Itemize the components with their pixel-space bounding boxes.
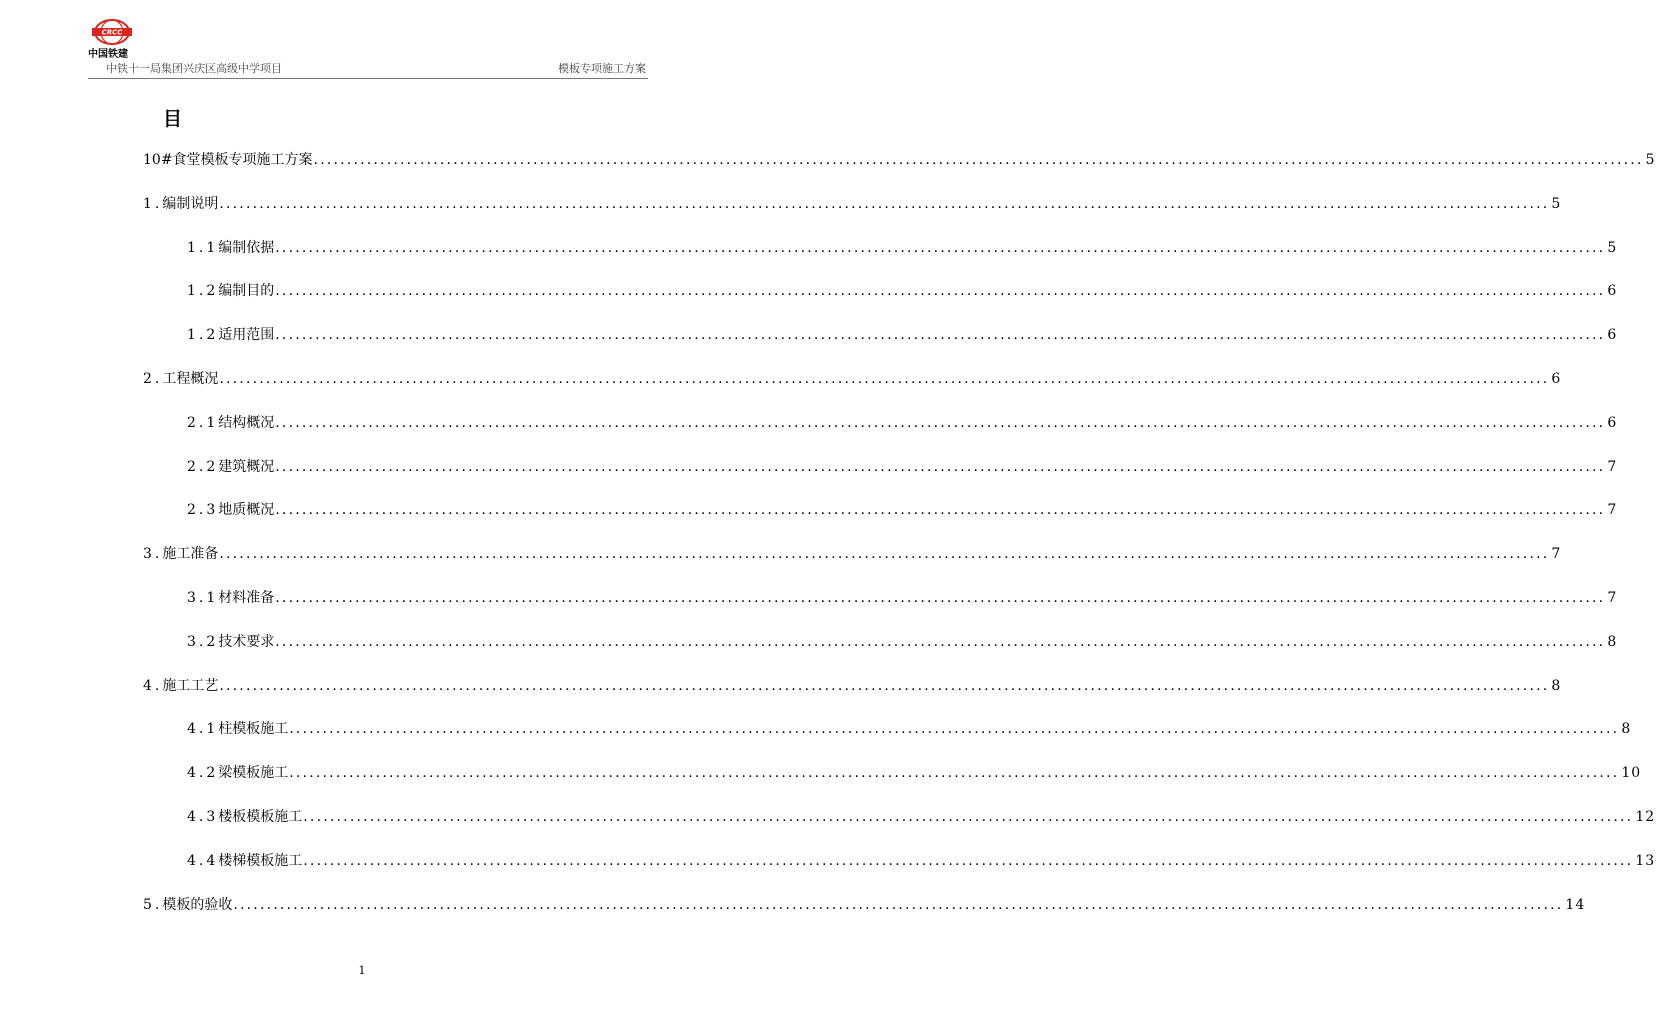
toc-entry-page: 5	[1551, 195, 1562, 212]
toc-entry-number: 4.2	[187, 765, 219, 782]
toc-entry-title: 技术要求	[218, 633, 275, 650]
toc-entry-title: 结构概况	[218, 414, 275, 431]
toc-entry-title: 地质概况	[218, 502, 275, 519]
toc-entry[interactable]	[143, 151, 1656, 169]
toc-leader-dots: ........................................................................................................................................................................................................	[289, 721, 1620, 738]
toc-entry[interactable]	[187, 501, 1618, 519]
toc-entry-title: 柱模板施工	[218, 721, 289, 738]
toc-entry-page: 13	[1635, 852, 1656, 869]
toc-entry-number: 2.3	[187, 502, 219, 519]
toc-entry-page: 5	[1607, 239, 1618, 256]
toc-entry-title: 梁模板施工	[218, 765, 289, 782]
toc-entry-title: 10#食堂模板专项施工方案	[143, 152, 313, 168]
page-number: 1	[358, 964, 366, 977]
toc-entry-number: 1.2	[187, 283, 219, 300]
toc-entry[interactable]	[143, 370, 1562, 388]
svg-text:CRCC: CRCC	[101, 28, 123, 37]
toc-leader-dots: ........................................................................................................................................................................................................	[275, 458, 1606, 475]
toc-entry-title: 建筑概况	[218, 458, 275, 475]
toc-entry[interactable]	[187, 764, 1642, 782]
toc-entry-title: 施工准备	[162, 546, 219, 563]
toc-entry-number: 2.2	[187, 458, 219, 475]
toc-entry[interactable]	[187, 633, 1618, 651]
toc-leader-dots: ........................................................................................................................................................................................................	[275, 327, 1606, 344]
toc-entry[interactable]	[187, 852, 1656, 870]
toc-entry-number: 2.	[143, 371, 163, 387]
toc-entry-page: 7	[1607, 458, 1618, 475]
toc-entry[interactable]	[187, 720, 1632, 738]
header-document-title: 模板专项施工方案	[558, 62, 646, 75]
toc-entry-number: 3.1	[187, 590, 219, 606]
toc-entry-page: 8	[1621, 721, 1632, 738]
toc-leader-dots: ........................................................................................................................................................................................................	[275, 239, 1606, 256]
toc-leader-dots: ........................................................................................................................................................................................................	[219, 371, 1550, 387]
toc-leader-dots: ........................................................................................................................................................................................................	[219, 677, 1550, 694]
toc-entry-page: 7	[1607, 502, 1618, 519]
toc-entry[interactable]	[187, 589, 1618, 607]
toc-entry-page: 8	[1607, 633, 1618, 650]
toc-leader-dots: ........................................................................................................................................................................................................	[303, 809, 1634, 825]
toc-entry[interactable]	[187, 282, 1618, 300]
logo-text: 中国铁建	[88, 49, 128, 60]
toc-entry-page: 14	[1565, 896, 1586, 913]
toc-entry-number: 1.1	[187, 239, 219, 256]
toc-leader-dots: ........................................................................................................................................................................................................	[275, 590, 1606, 606]
toc-entry-page: 12	[1635, 809, 1656, 825]
toc-leader-dots: ........................................................................................................................................................................................................	[275, 502, 1606, 519]
toc-entry-number: 1.	[143, 195, 163, 212]
toc-leader-dots: ........................................................................................................................................................................................................	[313, 152, 1644, 168]
toc-leader-dots: ........................................................................................................................................................................................................	[233, 896, 1564, 913]
toc-entry-title: 模板的验收	[162, 896, 233, 913]
toc-leader-dots: ........................................................................................................................................................................................................	[303, 852, 1634, 869]
toc-entry-title: 施工工艺	[162, 677, 219, 694]
toc-entry[interactable]	[187, 458, 1618, 476]
toc-entry-page: 5	[1645, 152, 1656, 168]
toc-entry[interactable]	[187, 808, 1656, 826]
toc-entry-page: 8	[1551, 677, 1562, 694]
toc-entry-page: 6	[1607, 283, 1618, 300]
toc-entry-title: 工程概况	[162, 371, 219, 387]
toc-leader-dots: ........................................................................................................................................................................................................	[289, 765, 1620, 782]
toc-entry-page: 10	[1621, 765, 1642, 782]
toc-leader-dots: ........................................................................................................................................................................................................	[275, 414, 1606, 431]
toc-entry-title: 编制目的	[218, 283, 275, 300]
header-project-name: 中铁十一局集团兴庆区高级中学项目	[106, 62, 282, 75]
toc-leader-dots: ........................................................................................................................................................................................................	[275, 633, 1606, 650]
toc-entry-number: 3.2	[187, 633, 219, 650]
toc-entry-number: 5.	[143, 896, 163, 913]
toc-entry-number: 4.	[143, 677, 163, 694]
toc-entry-page: 6	[1607, 327, 1618, 344]
toc-entry-number: 4.1	[187, 721, 219, 738]
toc-entry-page: 6	[1607, 414, 1618, 431]
toc-entry[interactable]	[187, 326, 1618, 344]
toc-entry-number: 3.	[143, 546, 163, 563]
toc-entry-page: 7	[1551, 546, 1562, 563]
toc-entry-title: 编制说明	[162, 195, 219, 212]
toc-entry-page: 6	[1551, 371, 1562, 387]
toc-title: 目	[163, 108, 183, 130]
toc-leader-dots: ........................................................................................................................................................................................................	[219, 195, 1550, 212]
toc-entry-page: 7	[1607, 590, 1618, 606]
toc-entry-number: 1.2	[187, 327, 219, 344]
toc-entry[interactable]	[187, 239, 1618, 257]
toc-entry-title: 编制依据	[218, 239, 275, 256]
toc-entry-title: 材料准备	[218, 590, 275, 606]
toc-entry[interactable]	[143, 545, 1562, 563]
toc-entry-title: 适用范围	[218, 327, 275, 344]
toc-entry-title: 楼板模板施工	[218, 809, 303, 825]
toc-leader-dots: ........................................................................................................................................................................................................	[219, 546, 1550, 563]
toc-entry-number: 4.4	[187, 852, 219, 869]
toc-entry[interactable]	[187, 414, 1618, 432]
toc-entry[interactable]	[143, 195, 1562, 213]
toc-entry-number: 4.3	[187, 809, 219, 825]
toc-entry-title: 楼梯模板施工	[218, 852, 303, 869]
toc-entry[interactable]	[143, 677, 1562, 695]
toc-leader-dots: ........................................................................................................................................................................................................	[275, 283, 1606, 300]
toc-entry[interactable]	[143, 896, 1586, 914]
toc-entry-number: 2.1	[187, 414, 219, 431]
